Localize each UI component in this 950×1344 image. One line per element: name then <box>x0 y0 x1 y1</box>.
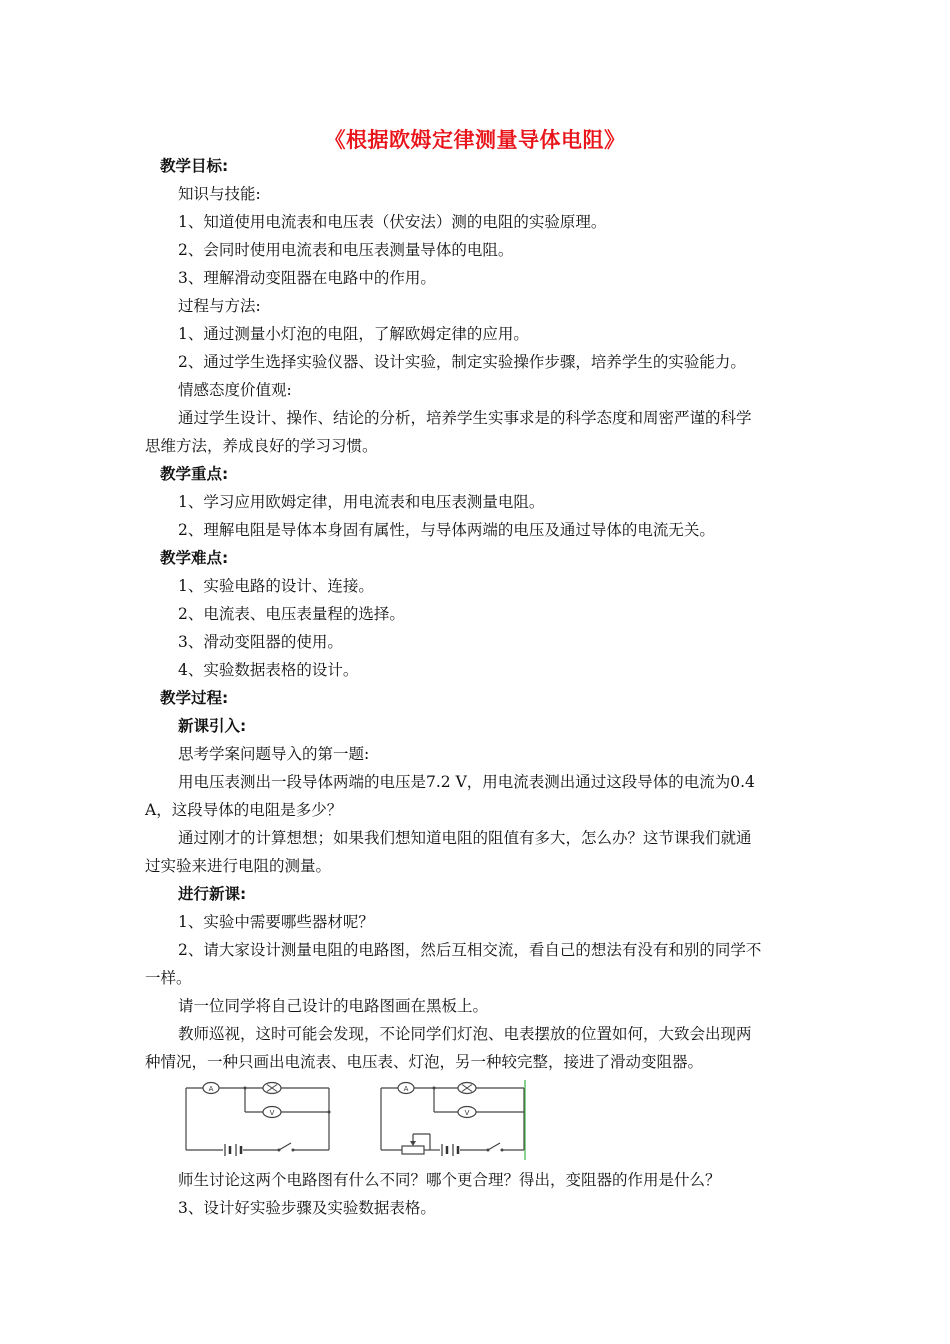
difficulty-item: 2、电流表、电压表量程的选择。 <box>178 605 405 623</box>
key-point-item: 2、理解电阻是导体本身固有属性，与导体两端的电压及通过导体的电流无关。 <box>178 521 715 539</box>
svg-text:V: V <box>464 1109 470 1117</box>
battery-icon <box>442 1144 458 1156</box>
new-lesson-heading: 进行新课: <box>178 885 247 903</box>
new-lesson-line: 教师巡视，这时可能会发现，不论同学们灯泡、电表摆放的位置如何，大致会出现两 <box>178 1025 752 1043</box>
attitude-heading: 情感态度价值观: <box>178 381 292 399</box>
svg-text:V: V <box>269 1109 275 1117</box>
knowledge-item: 3、理解滑动变阻器在电路中的作用。 <box>178 269 436 287</box>
knowledge-item: 2、会同时使用电流表和电压表测量导体的电阻。 <box>178 241 514 259</box>
process-method-heading: 过程与方法: <box>178 297 261 315</box>
process-method-item: 1、通过测量小灯泡的电阻，了解欧姆定律的应用。 <box>178 325 529 343</box>
new-lesson-line: 2、请大家设计测量电阻的电路图，然后互相交流，看自己的想法有没有和别的同学不 <box>178 941 762 959</box>
knowledge-heading: 知识与技能: <box>178 185 261 203</box>
intro-text-line: 思考学案问题导入的第一题: <box>178 745 370 763</box>
battery-icon <box>225 1144 241 1156</box>
circuit-diagram-with-rheostat <box>378 1080 538 1160</box>
new-lesson-line: 种情况，一种只画出电流表、电压表、灯泡，另一种较完整，接进了滑动变阻器。 <box>145 1053 704 1071</box>
teaching-process-heading: 教学过程: <box>160 689 229 707</box>
attitude-text-line: 思维方法，养成良好的学习习惯。 <box>145 437 378 455</box>
intro-heading: 新课引入: <box>178 717 247 735</box>
svg-text:A: A <box>208 1085 214 1093</box>
bulb-icon <box>263 1083 281 1094</box>
switch-icon <box>278 1149 295 1152</box>
difficulty-item: 1、实验电路的设计、连接。 <box>178 577 374 595</box>
voltmeter-icon <box>458 1107 476 1118</box>
step-line: 3、设计好实验步骤及实验数据表格。 <box>178 1199 436 1217</box>
circuit-diagram-basic <box>183 1080 343 1160</box>
intro-text-line: 过实验来进行电阻的测量。 <box>145 857 332 875</box>
new-lesson-line: 请一位同学将自己设计的电路图画在黑板上。 <box>178 997 489 1015</box>
bulb-icon <box>458 1083 476 1094</box>
intro-text-line: 用电压表测出一段导体两端的电压是7.2 V，用电流表测出通过这段导体的电流为0.4 <box>178 773 755 791</box>
ammeter-icon <box>398 1083 414 1094</box>
difficulty-item: 4、实验数据表格的设计。 <box>178 661 359 679</box>
new-lesson-line: 一样。 <box>145 969 192 987</box>
voltmeter-icon <box>263 1107 281 1118</box>
objectives-heading: 教学目标: <box>160 157 229 175</box>
process-method-item: 2、通过学生选择实验仪器、设计实验，制定实验操作步骤，培养学生的实验能力。 <box>178 353 746 371</box>
key-point-item: 1、学习应用欧姆定律，用电流表和电压表测量电阻。 <box>178 493 545 511</box>
new-lesson-line: 1、实验中需要哪些器材呢？ <box>178 913 374 931</box>
difficulty-item: 3、滑动变阻器的使用。 <box>178 633 343 651</box>
difficulties-heading: 教学难点: <box>160 549 229 567</box>
ammeter-icon <box>203 1083 219 1094</box>
intro-text-line: A，这段导体的电阻是多少？ <box>145 801 343 819</box>
rheostat-icon <box>402 1134 430 1154</box>
discussion-line: 师生讨论这两个电路图有什么不同？哪个更合理？得出，变阻器的作用是什么？ <box>178 1171 721 1189</box>
attitude-text-line: 通过学生设计、操作、结论的分析，培养学生实事求是的科学态度和周密严谨的科学 <box>178 409 752 427</box>
document-title: 《根据欧姆定律测量导体电阻》 <box>324 128 626 152</box>
key-points-heading: 教学重点: <box>160 465 229 483</box>
knowledge-item: 1、知道使用电流表和电压表（伏安法）测的电阻的实验原理。 <box>178 213 607 231</box>
intro-text-line: 通过刚才的计算想想；如果我们想知道电阻的阻值有多大，怎么办？这节课我们就通 <box>178 829 752 847</box>
switch-icon <box>487 1149 504 1152</box>
svg-text:A: A <box>403 1085 409 1093</box>
